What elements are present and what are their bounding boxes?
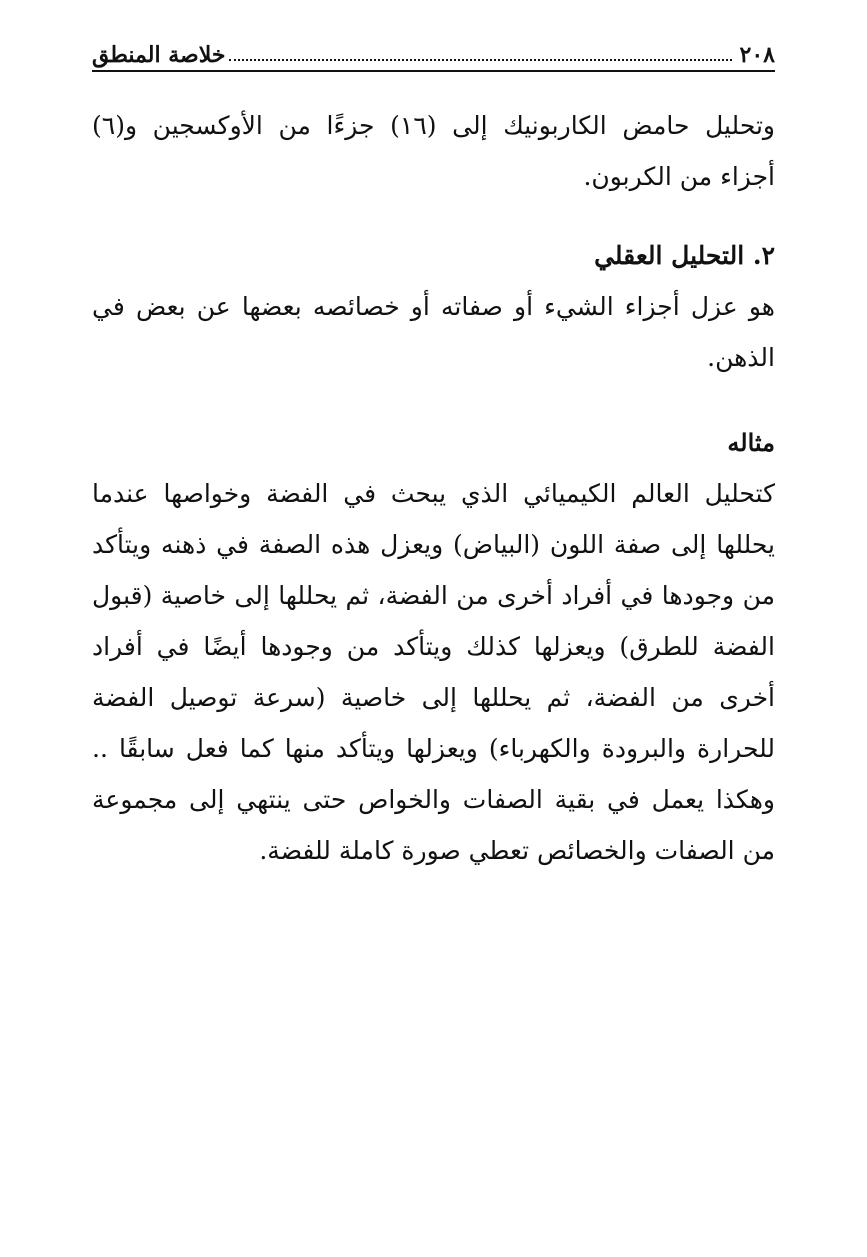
header-rule	[92, 70, 775, 72]
paragraph-definition: هو عزل أجزاء الشيء أو صفاته أو خصائصه بعضها عن بعض في الذهن.	[92, 292, 775, 372]
paragraph-carbonic-analysis: وتحليل حامض الكاربونيك إلى (١٦) جزءًا من الأوكسجين و(٦) أجزاء من الكربون.	[92, 111, 775, 191]
example-heading: مثاله	[727, 428, 775, 457]
paragraph-example: كتحليل العالم الكيميائي الذي يبحث في الفضة وخواصها عندما يحللها إلى صفة اللون (البياض) ويعزل هذه الصفة في ذهنه ويتأكد من وجودها في أفراد أخرى من الفضة، ثم يحللها إلى خاصية (قبول الفضة للطرق) ويعزلها كذلك ويتأكد من وجودها أيضًا في أفراد أخرى من الفضة، ثم يحللها إلى خاصية (سرعة توصيل الفضة للحرارة والبرودة والكهرباء) ويعزلها ويتأكد منها كما فعل سابقًا .. وهكذا يعمل في بقية الصفات والخواص حتى ينتهي إلى مجموعة من الصفات والخصائص تعطي صورة كاملة للفضة.	[92, 479, 775, 865]
dot-leader	[229, 59, 731, 61]
section-heading-mental-analysis: ٢. التحليل العقلي	[594, 241, 775, 270]
page-body	[92, 100, 775, 876]
page-number: ٢٠٨	[739, 42, 775, 68]
book-title: خلاصة المنطق	[92, 42, 226, 68]
running-header	[92, 34, 775, 68]
